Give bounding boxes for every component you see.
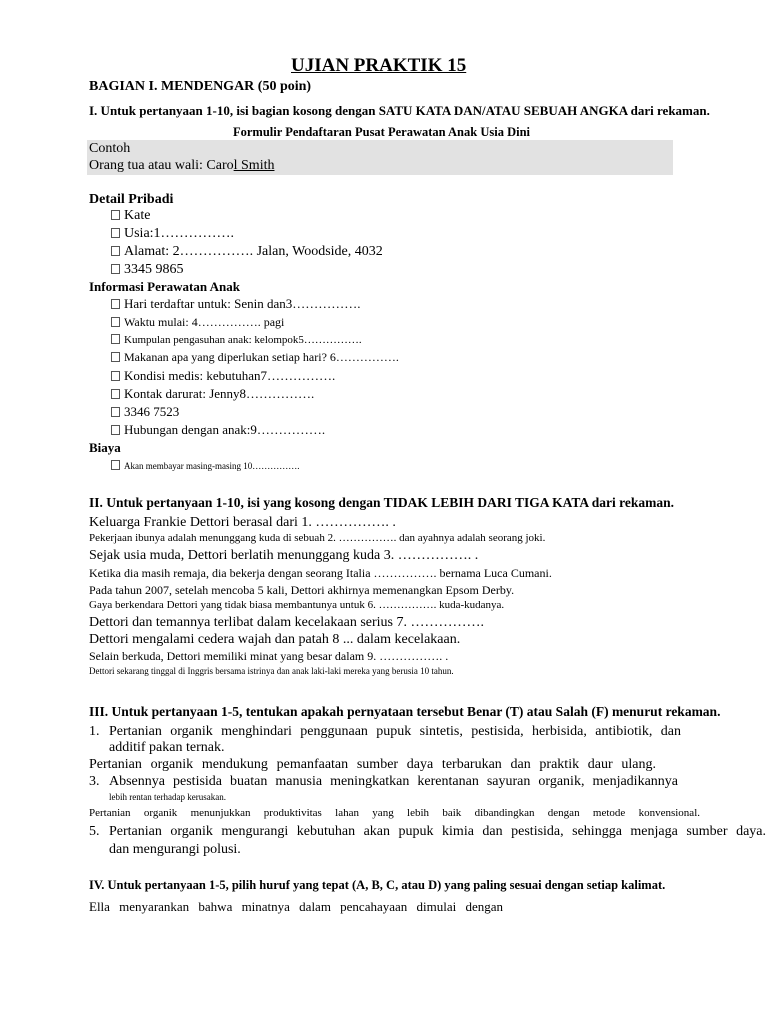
statement-5-cont: dan mengurangi polusi.	[109, 842, 241, 857]
list-item: Kondisi medis: kebutuhan7…………….	[111, 369, 335, 382]
bullet-icon	[111, 407, 120, 417]
bullet-icon	[111, 317, 120, 327]
bullet-icon	[111, 371, 120, 381]
part2-line: Keluarga Frankie Dettori berasal dari 1. ……………. .	[89, 515, 396, 530]
statement-3-cont: lebih rentan terhadap kerusakan.	[109, 792, 226, 802]
personal-heading: Detail Pribadi	[89, 192, 174, 207]
bullet-icon	[111, 425, 120, 435]
statement-number: 1.	[89, 724, 100, 739]
statement-1-cont: additif pakan ternak.	[109, 740, 225, 755]
list-item: Usia:1…………….	[111, 227, 234, 241]
bullet-icon	[111, 264, 120, 274]
care-heading: Informasi Perawatan Anak	[89, 279, 240, 294]
fee-heading: Biaya	[89, 440, 121, 455]
list-item: Kontak darurat: Jenny8…………….	[111, 387, 314, 400]
statement-2: Pertanian organik mendukung pemanfaatan sumber daya terbarukan dan praktik daur ulang.	[89, 757, 656, 772]
part4-line: Ella menyarankan bahwa minatnya dalam pencahayaan dimulai dengan	[89, 899, 503, 914]
list-item: Alamat: 2……………. Jalan, Woodside, 4032	[111, 245, 383, 259]
statement-number: 3.	[89, 774, 100, 789]
part3-instruction: III. Untuk pertanyaan 1-5, tentukan apakah pernyataan tersebut Benar (T) atau Salah (F) menurut rekaman.	[89, 704, 721, 719]
part2-line: Gaya berkendara Dettori yang tidak biasa membantunya untuk 6. ……………. kuda-kudanya.	[89, 599, 505, 611]
list-item: Akan membayar masing-masing 10…………….	[111, 460, 299, 471]
bullet-icon	[111, 352, 120, 362]
example-line	[89, 159, 274, 173]
part1-instruction: I. Untuk pertanyaan 1-10, isi bagian kosong dengan SATU KATA DAN/ATAU SEBUAH ANGKA dari rekaman.	[89, 103, 710, 118]
part2-line: Selain berkuda, Dettori memiliki minat yang besar dalam 9. ……………. .	[89, 649, 449, 663]
list-item: Kate	[111, 209, 150, 223]
bullet-icon	[111, 246, 120, 256]
list-item: Kumpulan pengasuhan anak: kelompok5…………….	[111, 334, 362, 346]
part2-line: Dettori sekarang tinggal di Inggris bersama istrinya dan anak laki-laki mereka yang berusia 10 tahun.	[89, 666, 454, 676]
part2-line: Ketika dia masih remaja, dia bekerja dengan seorang Italia ……………. bernama Luca Cumani.	[89, 566, 552, 580]
list-item: Hubungan dengan anak:9…………….	[111, 423, 325, 436]
page-title: UJIAN PRAKTIK 15	[291, 55, 467, 76]
bullet-icon	[111, 334, 120, 344]
list-item: Hari terdaftar untuk: Senin dan3…………….	[111, 297, 360, 310]
part2-line: Pada tahun 2007, setelah mencoba 5 kali, Dettori akhirnya memenangkan Epsom Derby.	[89, 583, 515, 597]
example-prefix: Orang tua atau wali: Caro	[89, 158, 234, 173]
part4-instruction: IV. Untuk pertanyaan 1-5, pilih huruf yang tepat (A, B, C, atau D) yang paling sesuai dengan setiap kalimat.	[89, 878, 666, 892]
list-item: 3345 9865	[111, 263, 184, 277]
bullet-icon	[111, 210, 120, 220]
statement-number: 5.	[89, 824, 100, 839]
part2-line: Dettori dan temannya terlibat dalam kecelakaan serius 7. …………….	[89, 615, 484, 630]
statement-5: Pertanian organik mengurangi kebutuhan akan pupuk kimia dan pestisida, sehingga menjaga sumber daya.	[109, 824, 766, 839]
statement-4: Pertanian organik menunjukkan produktivitas lahan yang lebih baik dibandingkan dengan metode konvensional.	[89, 807, 700, 819]
bullet-icon	[111, 299, 120, 309]
list-item: 3346 7523	[111, 405, 179, 418]
part2-instruction: II. Untuk pertanyaan 1-10, isi yang kosong dengan TIDAK LEBIH DARI TIGA KATA dari rekaman.	[89, 495, 675, 510]
list-item: Makanan apa yang diperlukan setiap hari? 6…………….	[111, 351, 399, 363]
statement-1: Pertanian organik menghindari penggunaan pupuk sintetis, pestisida, herbisida, antibiotik, dan	[109, 724, 681, 739]
statement-3: Absennya pestisida buatan manusia meningkatkan kerentanan sayuran organik, menjadikannya	[109, 774, 678, 789]
part2-line: Pekerjaan ibunya adalah menunggang kuda di sebuah 2. ……………. dan ayahnya adalah seorang joki.	[89, 532, 546, 544]
part2-line: Dettori mengalami cedera wajah dan patah 8 ... dalam kecelakaan.	[89, 632, 461, 647]
example-label: Contoh	[89, 141, 131, 156]
bullet-icon	[111, 228, 120, 238]
form-title: Formulir Pendaftaran Pusat Perawatan Anak Usia Dini	[233, 125, 530, 139]
bullet-icon	[111, 389, 120, 399]
part2-line: Sejak usia muda, Dettori berlatih menunggang kuda 3. ……………. .	[89, 548, 479, 563]
bullet-icon	[111, 460, 120, 470]
list-item: Waktu mulai: 4……………. pagi	[111, 316, 284, 328]
example-answer: l Smith	[233, 158, 275, 173]
part1-heading: BAGIAN I. MENDENGAR (50 poin)	[89, 79, 312, 94]
